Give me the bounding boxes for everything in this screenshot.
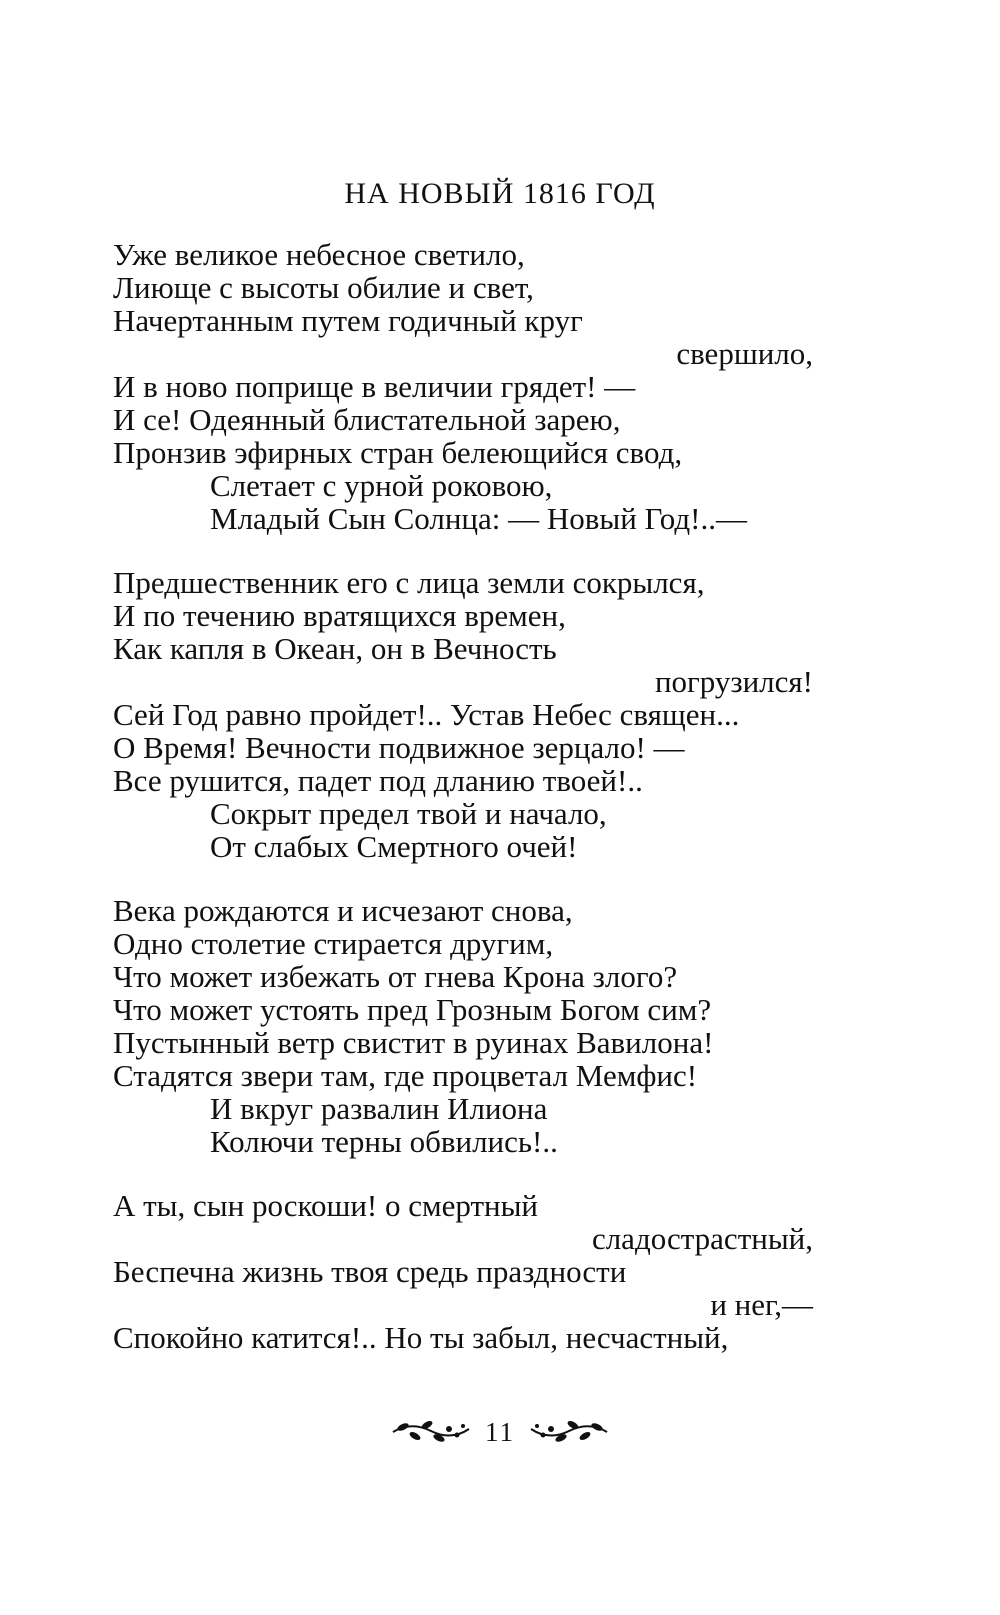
verse-line: Что может устоять пред Грозным Богом сим? — [113, 992, 712, 1027]
stanza-4 — [113, 1189, 813, 1354]
verse-line: Уже великое небесное светило, — [113, 237, 525, 272]
verse-line: Беспечна жизнь твоя средь праздности — [113, 1254, 627, 1289]
verse-line: Предшественник его с лица земли сокрылся, — [113, 565, 705, 600]
verse-line: Что может избежать от гнева Крона злого? — [113, 959, 678, 994]
verse-line: Слетает с урной роковою, — [210, 468, 553, 503]
page-number: 11 — [485, 1416, 515, 1447]
verse-line: Стадятся звери там, где процветал Мемфис! — [113, 1058, 698, 1093]
verse-line: Все рушится, падет под дланию твоей!.. — [113, 763, 643, 798]
verse-line: И в ново поприще в величии грядет! — — [113, 369, 636, 404]
verse-line: Одно столетие стирается другим, — [113, 926, 554, 961]
verse-line: От слабых Смертного очей! — [210, 829, 578, 864]
verse-line: и нег,— — [710, 1287, 813, 1322]
verse-line: А ты, сын роскоши! о смертный — [113, 1188, 539, 1223]
stanza-1 — [113, 238, 813, 535]
floral-ornament-icon — [529, 1417, 609, 1447]
verse-line: Начертанным путем годичный круг — [113, 303, 583, 338]
stanza-3 — [113, 894, 813, 1158]
verse-line: Лиюще с высоты обилие и свет, — [113, 270, 534, 305]
floral-ornament-icon — [391, 1417, 471, 1447]
verse-line: Как капля в Океан, он в Вечность — [113, 631, 557, 666]
verse-line: Колючи терны обвились!.. — [210, 1124, 558, 1159]
verse-line: Пустынный ветр свистит в руинах Вавилона! — [113, 1025, 714, 1060]
verse-line: О Время! Вечности подвижное зерцало! — — [113, 730, 685, 765]
verse-line: И по течению вратящихся времен, — [113, 598, 566, 633]
page-footer — [0, 1412, 1000, 1452]
verse-line: Пронзив эфирных стран белеющийся свод, — [113, 435, 683, 470]
stanza-2 — [113, 566, 813, 863]
verse-line: И вкруг развалин Илиона — [210, 1091, 548, 1126]
verse-line: свершило, — [676, 336, 813, 371]
verse-line: Младый Сын Солнца: — Новый Год!..— — [210, 501, 747, 536]
verse-line: Спокойно катится!.. Но ты забыл, несчастный, — [113, 1320, 729, 1355]
verse-line: Сокрыт предел твой и начало, — [210, 796, 607, 831]
verse-line: Сей Год равно пройдет!.. Устав Небес священ... — [113, 697, 740, 732]
verse-line: сладострастный, — [591, 1221, 813, 1256]
verse-line: погрузился! — [654, 664, 813, 699]
verse-line: Века рождаются и исчезают снова, — [113, 893, 573, 928]
verse-line: И се! Одеянный блистательной зарею, — [113, 402, 621, 437]
poem-title: НА НОВЫЙ 1816 ГОД — [344, 177, 656, 210]
